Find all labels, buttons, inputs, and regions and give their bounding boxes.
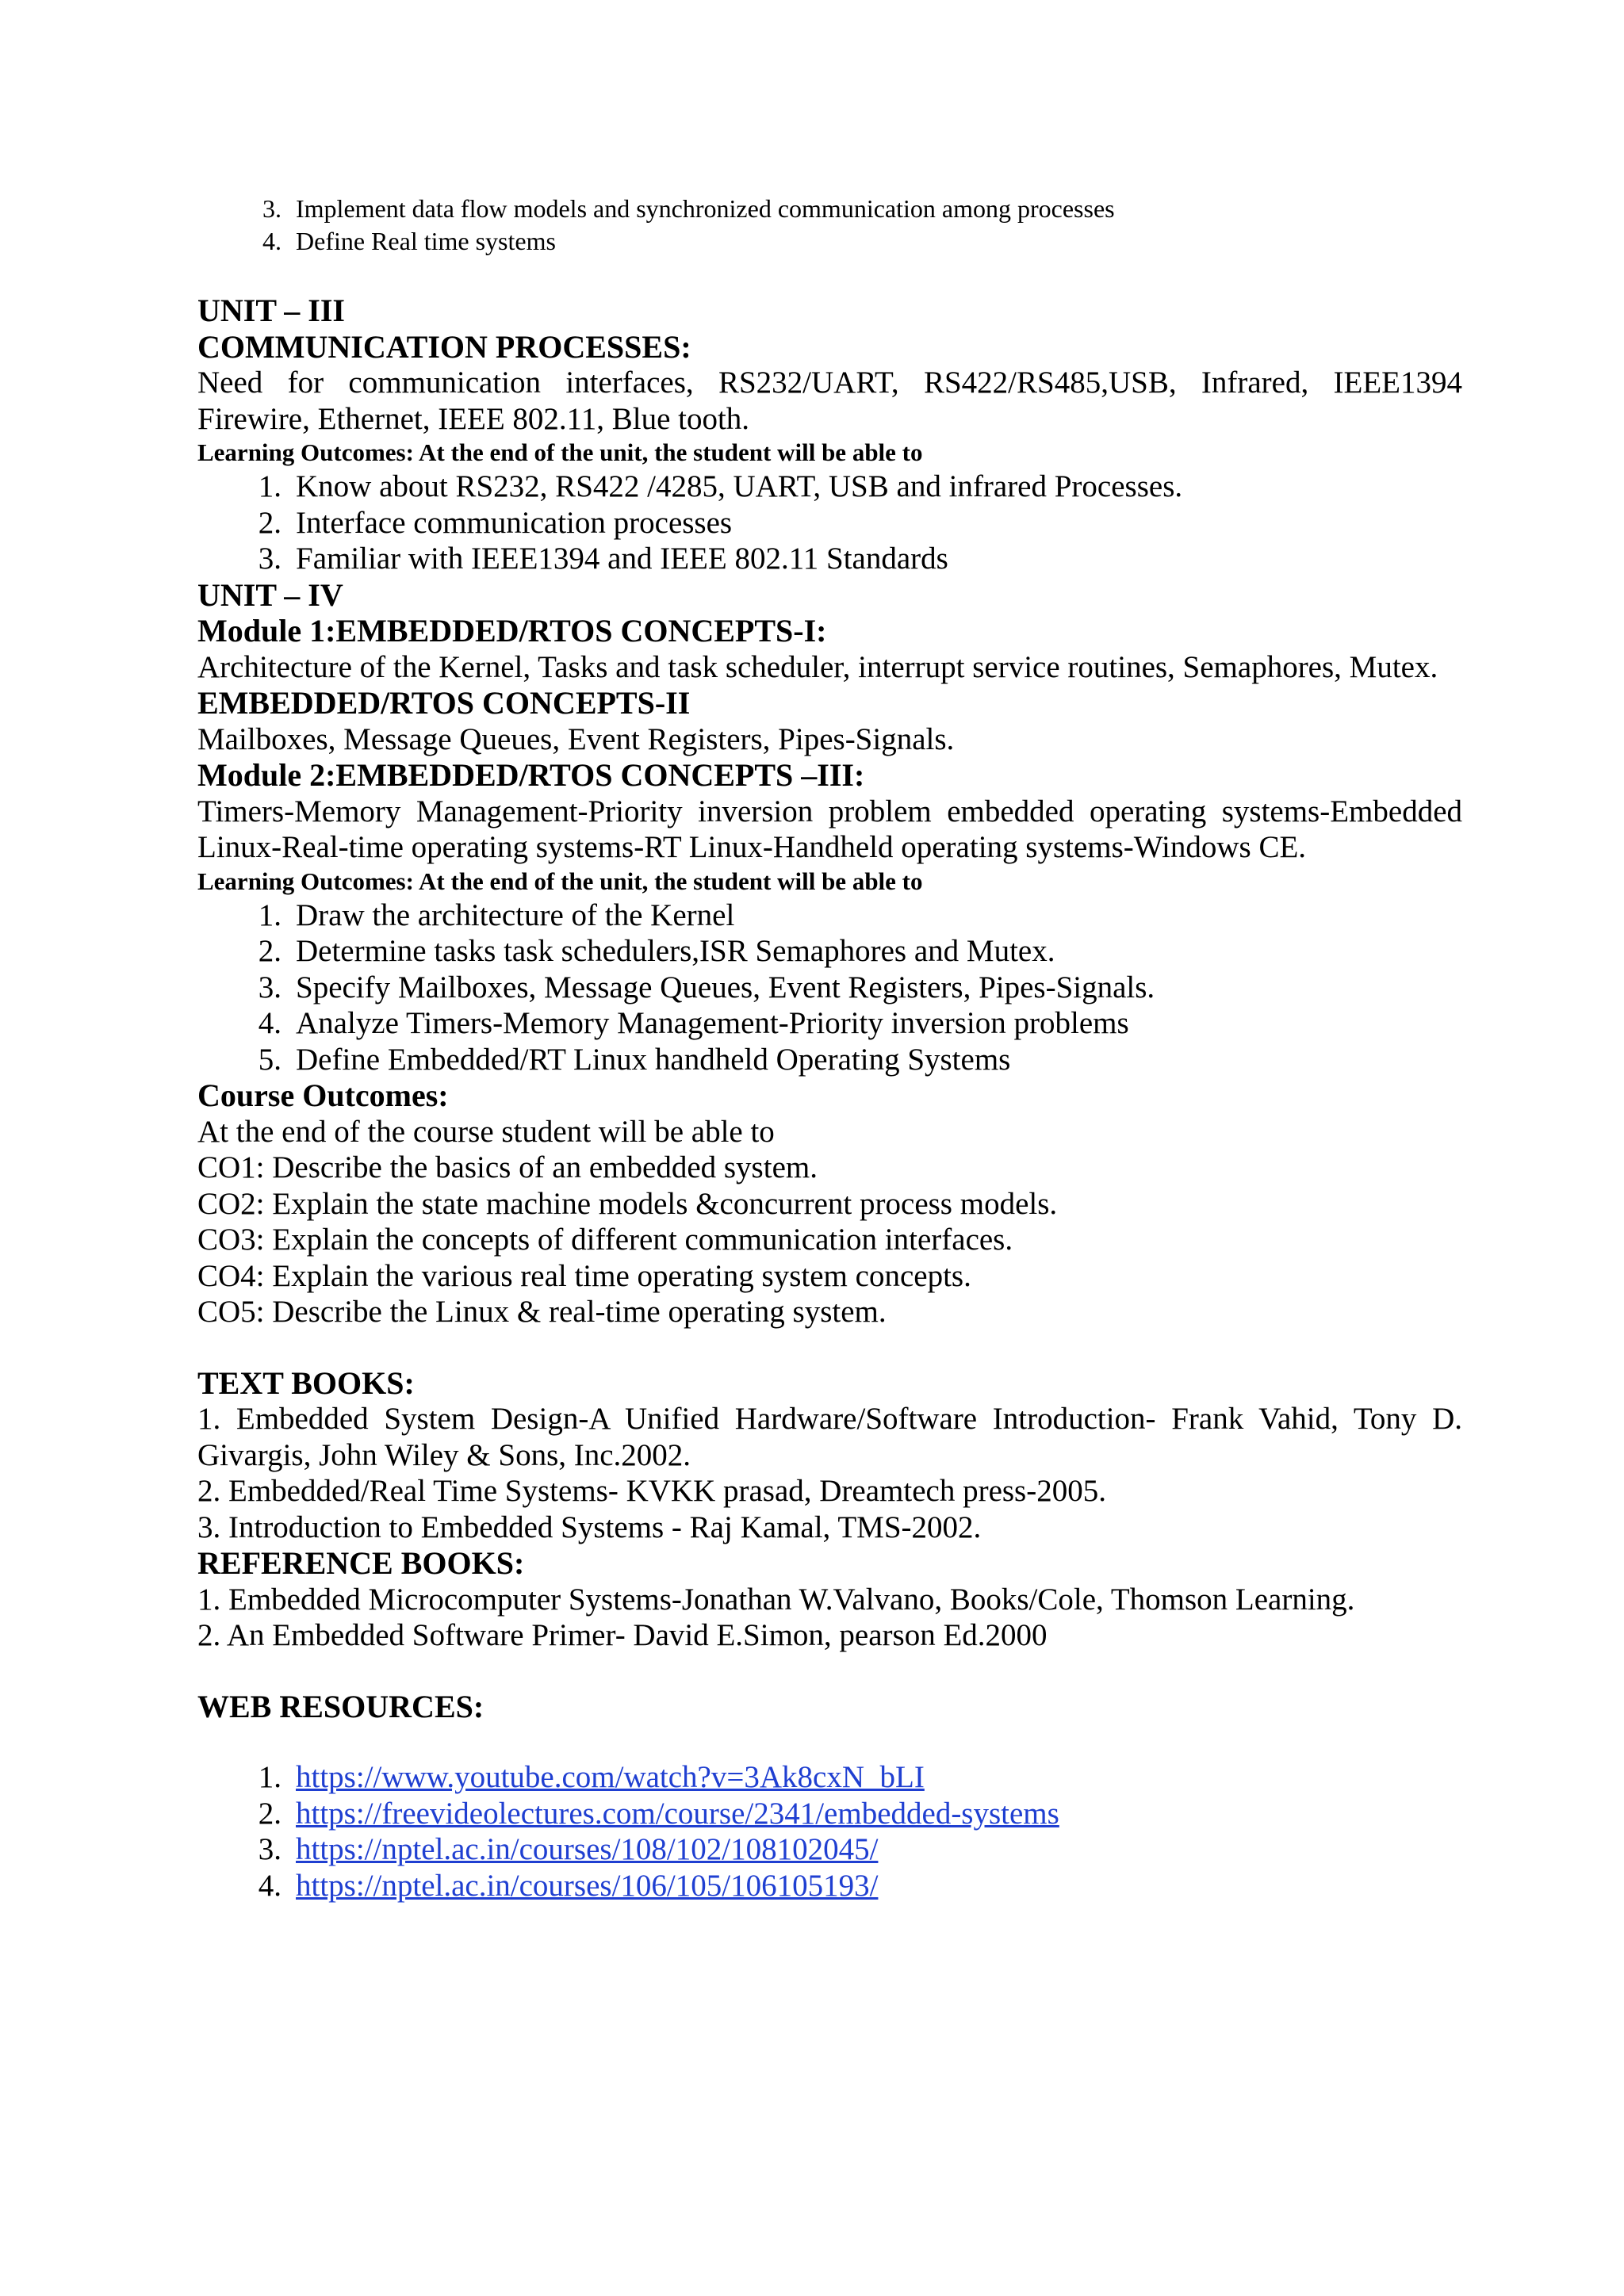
list-item-text: Implement data flow models and synchronized communication among processes xyxy=(296,194,1115,223)
list-number: 1. xyxy=(258,1760,282,1794)
unit4-module2-heading: Module 2:EMBEDDED/RTOS CONCEPTS –III: xyxy=(197,757,865,793)
list-number: 3. xyxy=(258,970,282,1004)
list-number: 4. xyxy=(258,1868,282,1903)
list-item xyxy=(197,469,1462,505)
list-number: 3. xyxy=(262,194,282,223)
unit4-concepts2-heading: EMBEDDED/RTOS CONCEPTS-II xyxy=(197,685,691,721)
course-outcomes-heading: Course Outcomes: xyxy=(197,1077,449,1113)
list-item xyxy=(197,970,1462,1006)
list-number: 5. xyxy=(258,1042,282,1077)
list-item-text: Familiar with IEEE1394 and IEEE 802.11 Standards xyxy=(296,541,948,576)
unit4-module2-body: Timers-Memory Management-Priority inversion problem embedded operating systems-Embedded Linux-Real-time operating systems-RT Linux-Handheld operating systems-Windows CE. xyxy=(197,794,1462,864)
list-item-text: Draw the architecture of the Kernel xyxy=(296,897,735,932)
course-outcome-item: CO5: Describe the Linux & real-time operating system. xyxy=(197,1295,887,1329)
unit3-outcomes-list xyxy=(197,469,1462,577)
web-resource-link[interactable]: https://freevideolectures.com/course/2341/embedded-systems xyxy=(296,1796,1059,1831)
text-book-item: 2. Embedded/Real Time Systems- KVKK prasad, Dreamtech press-2005. xyxy=(197,1474,1106,1508)
web-resources-heading: WEB RESOURCES: xyxy=(197,1688,485,1724)
web-resource-link[interactable]: https://nptel.ac.in/courses/106/105/106105193/ xyxy=(296,1868,879,1903)
list-item-text: Interface communication processes xyxy=(296,505,733,540)
reference-book-item: 1. Embedded Microcomputer Systems-Jonathan W.Valvano, Books/Cole, Thomson Learning. xyxy=(197,1582,1355,1617)
list-number: 2. xyxy=(258,934,282,968)
list-item-text: Specify Mailboxes, Message Queues, Event Registers, Pipes-Signals. xyxy=(296,970,1155,1004)
unit4-concepts2-body: Mailboxes, Message Queues, Event Registers, Pipes-Signals. xyxy=(197,721,955,756)
unit4-learning-outcomes-heading: Learning Outcomes: At the end of the unit, the student will be able to xyxy=(197,867,923,895)
course-outcome-item: CO4: Explain the various real time operating system concepts. xyxy=(197,1258,971,1293)
list-item xyxy=(197,1831,1462,1868)
list-number: 2. xyxy=(258,505,282,540)
course-outcome-item: CO2: Explain the state machine models &concurrent process models. xyxy=(197,1186,1058,1221)
unit4-module1-heading: Module 1:EMBEDDED/RTOS CONCEPTS-I: xyxy=(197,613,827,649)
list-item xyxy=(197,933,1462,970)
text-book-item: 1. Embedded System Design-A Unified Hardware/Software Introduction- Frank Vahid, Tony D. Givargis, John Wiley & Sons, Inc.2002. xyxy=(197,1402,1462,1472)
web-resource-link[interactable]: https://nptel.ac.in/courses/108/102/108102045/ xyxy=(296,1832,879,1866)
course-outcomes-intro: At the end of the course student will be able to xyxy=(197,1114,775,1149)
unit4-outcomes-list xyxy=(197,897,1462,1078)
reference-books-heading: REFERENCE BOOKS: xyxy=(197,1545,525,1581)
unit4-title: UNIT – IV xyxy=(197,576,343,613)
list-item xyxy=(197,1005,1462,1042)
list-item xyxy=(197,193,1462,225)
list-number: 1. xyxy=(258,469,282,503)
list-number: 2. xyxy=(258,1796,282,1831)
document-page xyxy=(197,193,1462,1904)
course-outcome-item: CO1: Describe the basics of an embedded system. xyxy=(197,1150,818,1184)
list-item-text: Know about RS232, RS422 /4285, UART, USB and infrared Processes. xyxy=(296,469,1183,503)
unit2-outcomes-list xyxy=(197,193,1462,258)
unit4-module1-body: Architecture of the Kernel, Tasks and task scheduler, interrupt service routines, Semaphores, Mutex. xyxy=(197,649,1438,684)
list-item xyxy=(197,1042,1462,1078)
list-number: 3. xyxy=(258,1832,282,1866)
list-item xyxy=(197,541,1462,577)
web-resources-list xyxy=(197,1759,1462,1904)
web-resource-link[interactable]: https://www.youtube.com/watch?v=3Ak8cxN_bLI xyxy=(296,1760,925,1794)
list-item-text: Determine tasks task schedulers,ISR Semaphores and Mutex. xyxy=(296,934,1055,968)
text-books-heading: TEXT BOOKS: xyxy=(197,1364,415,1401)
list-item xyxy=(197,505,1462,541)
list-item-text: Define Embedded/RT Linux handheld Operating Systems xyxy=(296,1042,1011,1077)
course-outcome-item: CO3: Explain the concepts of different communication interfaces. xyxy=(197,1223,1013,1257)
list-item-text: Analyze Timers-Memory Management-Priority inversion problems xyxy=(296,1006,1129,1040)
list-item xyxy=(197,1796,1462,1832)
list-number: 1. xyxy=(258,897,282,932)
list-number: 4. xyxy=(262,227,282,255)
list-item xyxy=(197,225,1462,258)
text-book-item: 3. Introduction to Embedded Systems - Raj Kamal, TMS-2002. xyxy=(197,1510,982,1544)
list-item xyxy=(197,1759,1462,1796)
unit3-body: Need for communication interfaces, RS232/UART, RS422/RS485,USB, Infrared, IEEE1394 Firewire, Ethernet, IEEE 802.11, Blue tooth. xyxy=(197,365,1462,436)
unit3-learning-outcomes-heading: Learning Outcomes: At the end of the unit, the student will be able to xyxy=(197,438,923,466)
list-number: 3. xyxy=(258,541,282,576)
list-item-text: Define Real time systems xyxy=(296,227,556,255)
list-item xyxy=(197,1868,1462,1904)
reference-book-item: 2. An Embedded Software Primer- David E.Simon, pearson Ed.2000 xyxy=(197,1618,1048,1652)
list-number: 4. xyxy=(258,1006,282,1040)
unit3-title: UNIT – III xyxy=(197,293,345,328)
unit3-heading: COMMUNICATION PROCESSES: xyxy=(197,328,691,365)
list-item xyxy=(197,897,1462,934)
